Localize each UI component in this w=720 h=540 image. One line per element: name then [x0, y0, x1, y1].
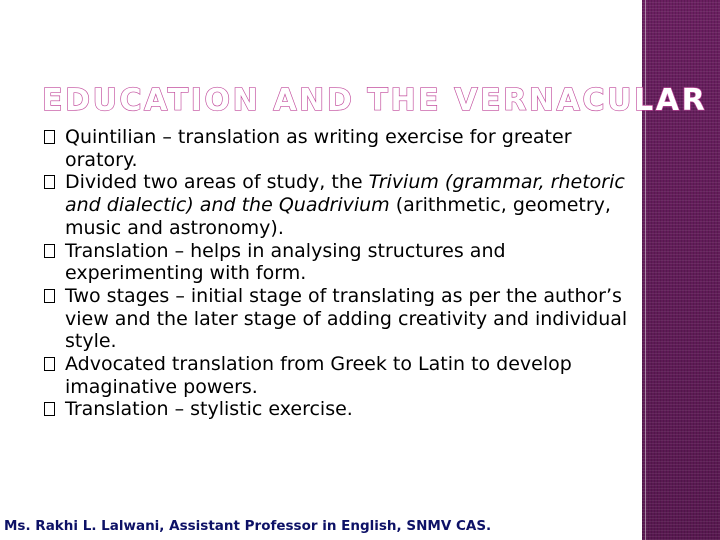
bullet-item — [44, 126, 636, 171]
bullet-item — [44, 398, 636, 421]
bullet-text-segment: (arithmetic, geometry, music and astronomy). — [65, 194, 611, 239]
hollow-square-bullet-icon — [44, 175, 55, 189]
side-band-edge-line — [645, 0, 646, 540]
slide-title-text: EDUCATION AND THE VERNACULAR — [42, 83, 708, 118]
decorative-side-band — [642, 0, 720, 540]
hollow-square-bullet-icon — [44, 289, 55, 303]
bullet-text-segment: Advocated translation from Greek to Latin to develop imaginative powers. — [65, 353, 572, 398]
bullet-text-segment: Translation – stylistic exercise. — [65, 398, 353, 421]
bullet-list — [44, 126, 636, 421]
bullet-text-segment: Divided two areas of study, the — [65, 171, 369, 194]
footer-credit: Ms. Rakhi L. Lalwani, Assistant Professor in English, SNMV CAS. — [4, 518, 492, 534]
bullet-text-segment: (grammar, rhetoric and dialectic) and the — [65, 171, 625, 217]
bullet-text-segment: Trivium — [368, 171, 439, 194]
bullet-item — [44, 285, 636, 353]
slide-title-svg — [40, 80, 708, 118]
hollow-square-bullet-icon — [44, 402, 55, 416]
hollow-square-bullet-icon — [44, 244, 55, 258]
slide-title — [40, 80, 708, 118]
hollow-square-bullet-icon — [44, 130, 55, 144]
bullet-text-segment: Translation – helps in analysing structures and experimenting with form. — [65, 239, 506, 285]
bullet-text-segment: Quintilian – translation as writing exercise for greater oratory. — [65, 126, 572, 171]
bullet-item — [44, 240, 636, 285]
hollow-square-bullet-icon — [44, 357, 55, 371]
bullet-item — [44, 353, 636, 398]
bullet-text-segment: Quadrivium — [278, 194, 390, 217]
bullet-item — [44, 171, 636, 239]
bullet-text-segment: Two stages – initial stage of translating as per the author’s view and the later stage of adding creativity and individual style. — [65, 284, 628, 353]
